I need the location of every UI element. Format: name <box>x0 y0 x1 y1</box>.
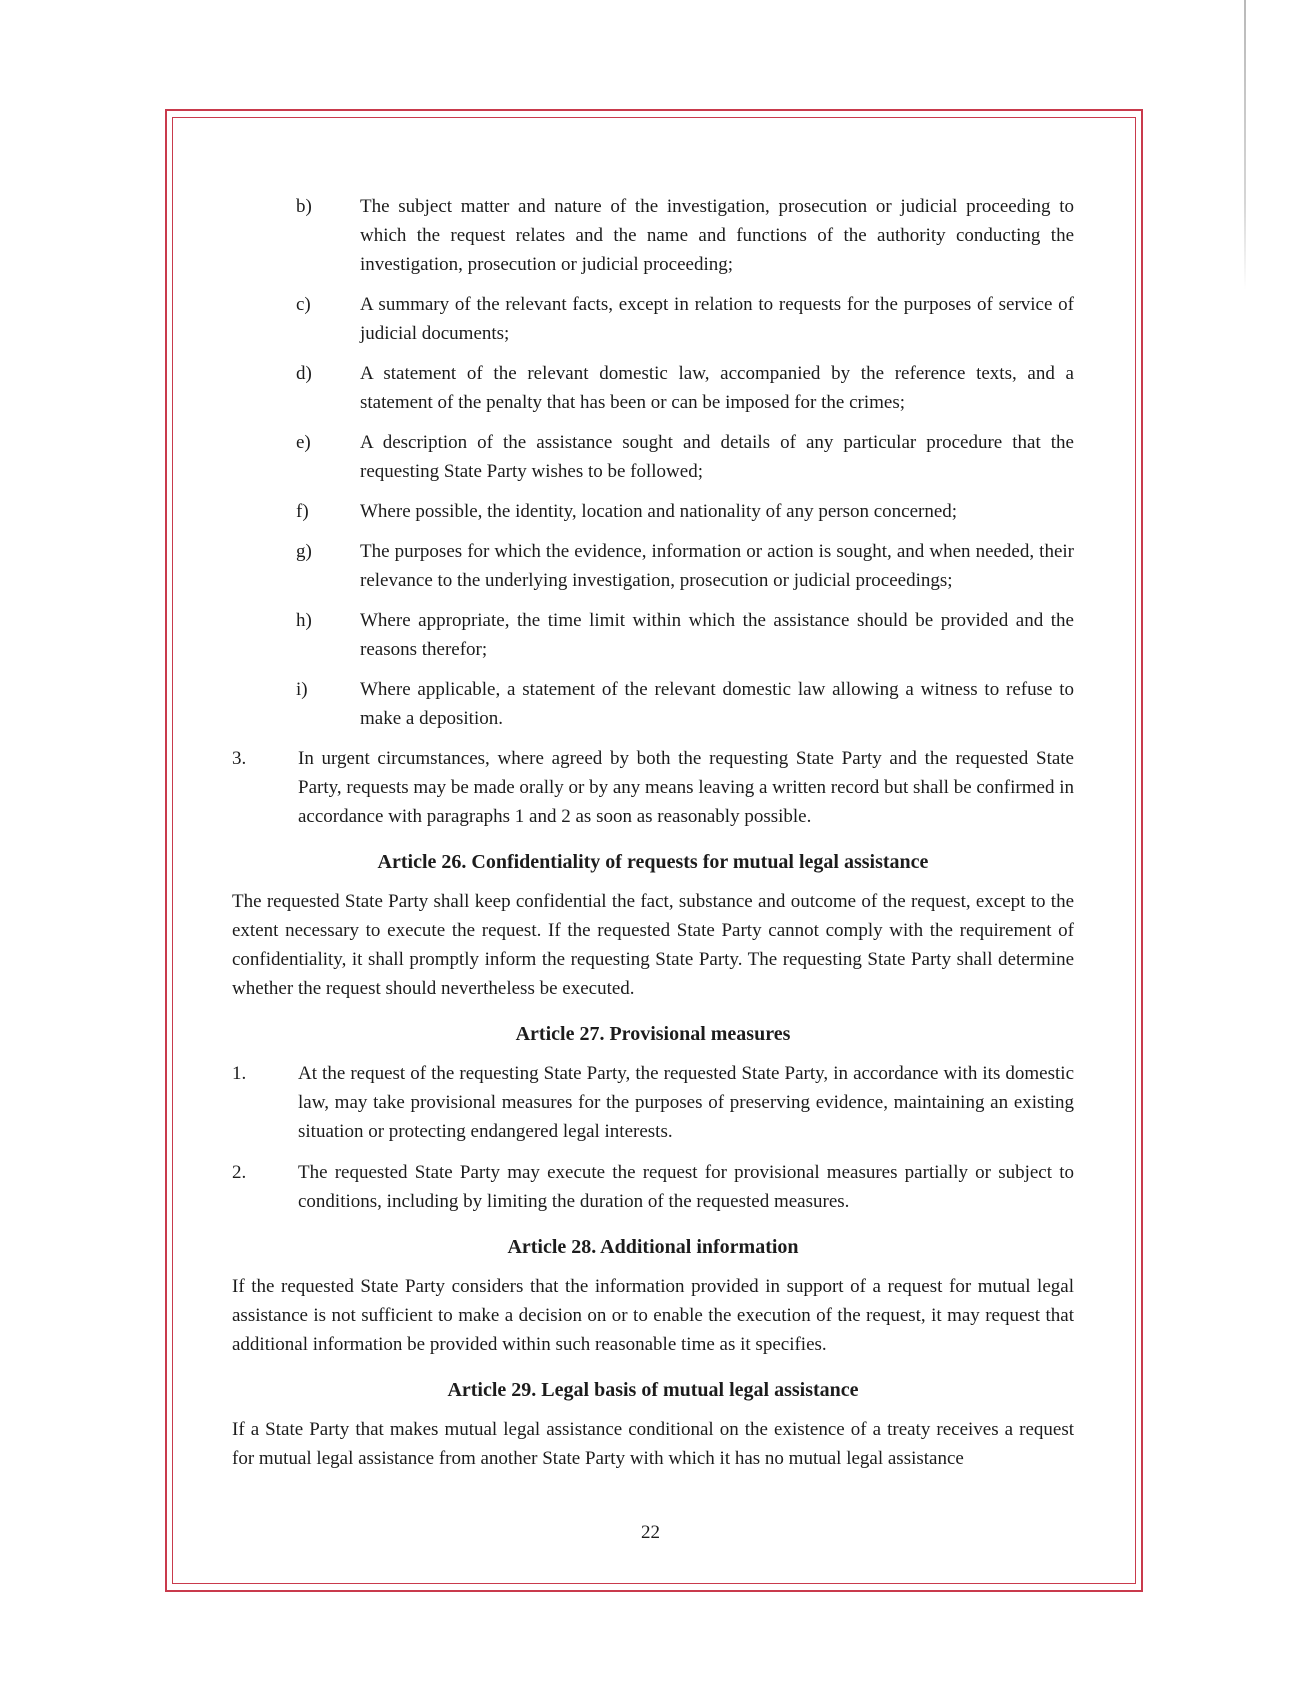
list-item-e <box>232 428 1074 486</box>
article-26-heading: Article 26. Confidentiality of requests for mutual legal assistance <box>377 851 929 873</box>
item-label: f) <box>296 501 309 522</box>
item-text: The subject matter and nature of the investigation, prosecution or judicial proceeding to which the request relates and the name and functions of the authority conducting the investigation, prosecution or judicial proceeding; <box>360 196 1074 275</box>
paragraph-text: At the request of the requesting State Party, the requested State Party, in accordance with its domestic law, may take provisional measures for the purposes of preserving evidence, maintaining an existing situation or protecting endangered legal interests. <box>298 1063 1074 1142</box>
paragraph-3 <box>232 744 1074 831</box>
article-29-text: If a State Party that makes mutual legal assistance conditional on the existence of a treaty receives a request for mutual legal assistance from another State Party with which it has no mutual legal assistance <box>232 1419 1074 1469</box>
item-label: g) <box>296 541 312 562</box>
article-26-text: The requested State Party shall keep confidential the fact, substance and outcome of the request, except to the extent necessary to execute the request. If the requested State Party cannot comply with the requirement of confidentiality, it shall promptly inform the requesting State Party. The requesting State Party shall determine whether the request should nevertheless be executed. <box>232 891 1074 999</box>
item-text: The purposes for which the evidence, information or action is sought, and when needed, their relevance to the underlying investigation, prosecution or judicial proceedings; <box>360 541 1074 591</box>
paragraph-number: 3. <box>232 748 247 769</box>
page-number: 22 <box>641 1522 660 1543</box>
article-27-heading: Article 27. Provisional measures <box>515 1023 791 1045</box>
item-text: Where applicable, a statement of the relevant domestic law allowing a witness to refuse to make a deposition. <box>360 679 1074 729</box>
paragraph-number: 1. <box>232 1063 247 1084</box>
list-item-i <box>232 675 1074 733</box>
item-text: A summary of the relevant facts, except in relation to requests for the purposes of service of judicial documents; <box>360 294 1074 344</box>
list-item-b <box>232 192 1074 279</box>
item-label: d) <box>296 363 312 384</box>
article-27-paragraph-1 <box>232 1059 1074 1146</box>
item-label: b) <box>296 196 312 217</box>
document-body <box>232 192 1074 1483</box>
list-item-h <box>232 606 1074 664</box>
list-item-c <box>232 290 1074 348</box>
item-label: h) <box>296 610 312 631</box>
scan-edge-line <box>1244 0 1246 290</box>
item-text: Where appropriate, the time limit within which the assistance should be provided and the reasons therefor; <box>360 610 1074 660</box>
paragraph-text: In urgent circumstances, where agreed by both the requesting State Party and the requested State Party, requests may be made orally or by any means leaving a written record but shall be confirmed in accordance with paragraphs 1 and 2 as soon as reasonably possible. <box>298 748 1074 827</box>
article-28-text: If the requested State Party considers that the information provided in support of a request for mutual legal assistance is not sufficient to make a decision on or to enable the execution of the request, it may request that additional information be provided within such reasonable time as it specifies. <box>232 1276 1074 1355</box>
paragraph-number: 2. <box>232 1162 247 1183</box>
article-29-heading: Article 29. Legal basis of mutual legal assistance <box>447 1379 859 1401</box>
item-text: Where possible, the identity, location and nationality of any person concerned; <box>360 501 958 522</box>
item-label: i) <box>296 679 308 700</box>
item-text: A description of the assistance sought and details of any particular procedure that the requesting State Party wishes to be followed; <box>360 432 1074 482</box>
article-27-paragraph-2 <box>232 1158 1074 1216</box>
paragraph-text: The requested State Party may execute the request for provisional measures partially or subject to conditions, including by limiting the duration of the requested measures. <box>298 1162 1074 1212</box>
list-item-d <box>232 359 1074 417</box>
item-label: e) <box>296 432 311 453</box>
item-text: A statement of the relevant domestic law, accompanied by the reference texts, and a statement of the penalty that has been or can be imposed for the crimes; <box>360 363 1074 413</box>
article-28-heading: Article 28. Additional information <box>507 1236 799 1258</box>
list-item-g <box>232 537 1074 595</box>
item-label: c) <box>296 294 311 315</box>
list-item-f <box>232 497 1074 526</box>
